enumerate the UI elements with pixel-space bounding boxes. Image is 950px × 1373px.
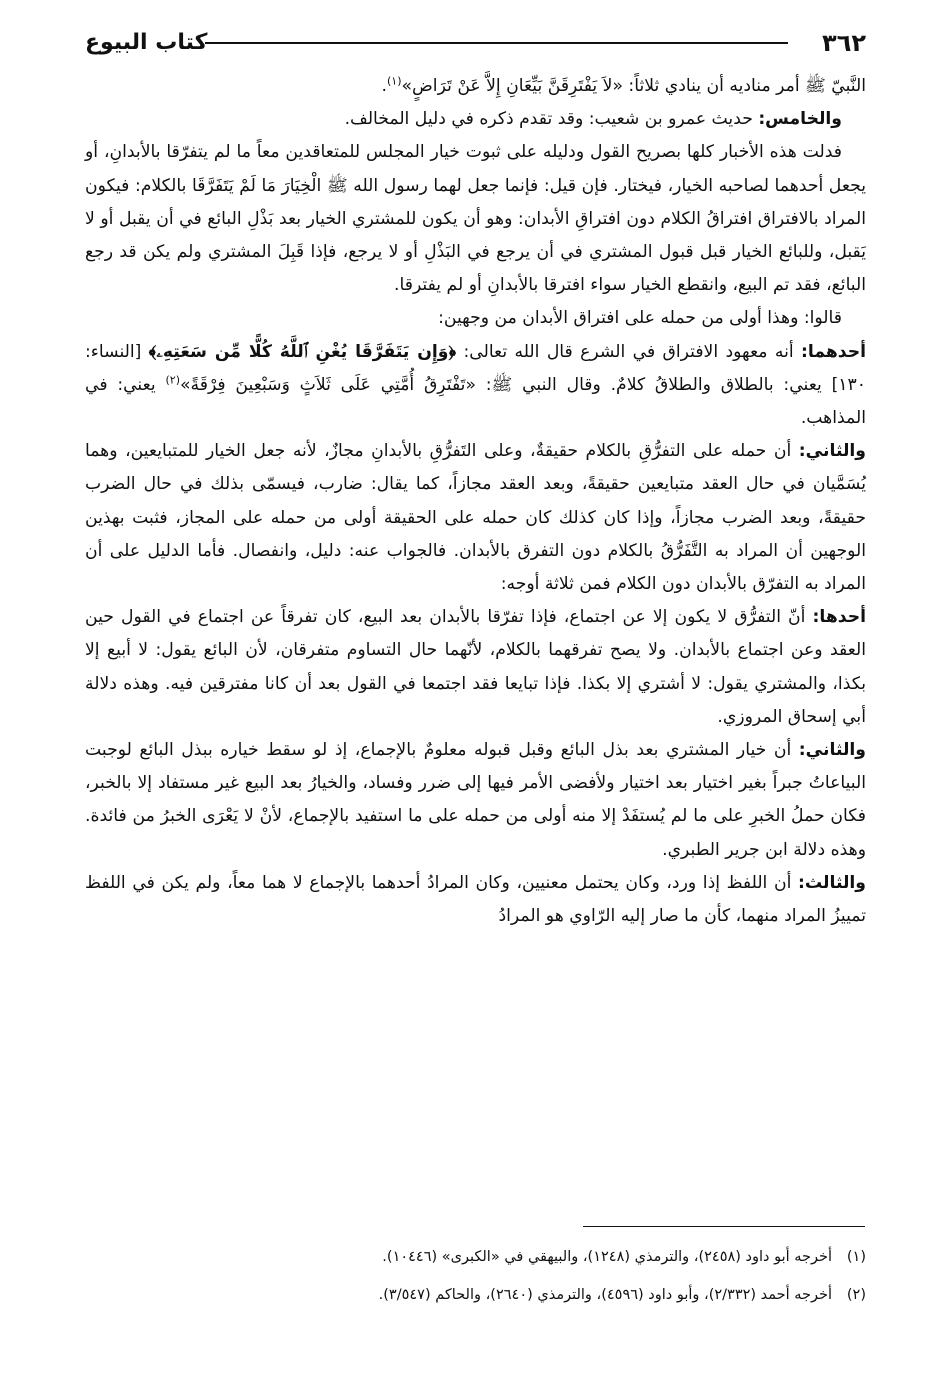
running-title: كتاب البيوع <box>85 30 208 55</box>
paragraph-text: أن خيار المشتري بعد بذل البائع وقبل قبوله معلومٌ بالإجماع، إذ لو سقط خياره ببذل البائع لوجبت البياعاتُ جبراً بغير اختيار بعد اختيار ولأفضى الأمر فيها إلى ضرر وفساد، والخيارُ بعد البيع غير مستفاد إلا بالخبر، فكان حملُ الخبرِ على ما لم يُستفَدْ إلا منه أولى من حمله على ما استفيد بالإجماع، لأنْ لا يَعْرَى الخبرُ من فائدة. وهذه دلالة ابن جرير الطبري. <box>85 740 866 860</box>
paragraph-text: حديث عمرو بن شعيب: وقد تقدم ذكره في دليل المخالف. <box>344 109 759 130</box>
paragraph-text: أن حمله على التفرُّقِ بالكلام حقيقةٌ، وعلى التَفرُّقِ بالأبدانِ مجازٌ، لأنه جعل الخيار للمتبايعين، وهما يُسَمَّيان في حال العقد متبايعين حقيقةً، وبعد العقد مجازاً، كما يقال: ضارب، فيسمّى بذلك في حال الضرب حقيقةً، وبعد الضرب مجازاً، وإذا كان كذلك كان حمله على الحقيقة أولى من حمله على المجاز، فثبت بهذين الوجهين أن المراد به التَّفَرُّقُ بالكلام دون التفرق بالأبدان. فالجواب عنه: دليل، وانفصال. فأما الدليل على أن المراد به التفرّق بالأبدان دون الكلام فمن ثلاثة أوجه: <box>85 441 866 595</box>
paragraph-lead: والثالث: <box>797 872 866 893</box>
paragraph-fifth <box>85 103 866 136</box>
footnote-text: أخرجه أحمد (٢/٣٣٢)، وأبو داود (٤٥٩٦)، والترمذي (٢٦٤٠)، والحاكم (٣/٥٤٧). <box>378 1287 832 1303</box>
footnote-separator <box>583 1226 865 1227</box>
paragraph-conclusion <box>85 136 866 302</box>
paragraph-third-aspect <box>85 867 866 933</box>
footnote-ref-1[interactable]: (١) <box>387 74 402 88</box>
paragraph-text-end: . <box>381 76 387 96</box>
paragraph-lead: والثاني: <box>798 441 866 462</box>
paragraph-first-reason <box>85 336 866 436</box>
footnote-text: أخرجه أبو داود (٢٤٥٨)، والترمذي (١٢٤٨)، والبيهقي في «الكبرى» (١٠٤٤٦). <box>382 1249 832 1265</box>
header-rule <box>205 42 788 44</box>
paragraph-second-aspect <box>85 734 866 867</box>
paragraph-qalu <box>85 302 866 335</box>
paragraph-text-end: يعني: في المذاهب. <box>85 374 866 429</box>
paragraph-text: فدلت هذه الأخبار كلها بصريح القول ودليله على ثبوت خيار المجلس للمتعاقدين معاً ما لم يتفرّقا بالأبدانِ، أو يجعل أحدهما لصاحبه الخيار، فيختار. فإن قيل: فإنما جعل لهما رسول الله ﷺ الْخِيَارَ مَا لَمْ يَتَفَرَّقَا بالكلام: فيكون المراد بالافتراق افتراقُ الكلام دون افتراقِ الأبدان: وهو أن يكون للمشتري الخيار بعد بَذْلِ البائع في أن يقبل أو لا يَقبل، وللبائع الخيار قبل قبول المشتري في أن يرجع في البَذْلِ أو لا يرجع، فإذا قَبِلَ المشتري ولم يكن قد رجع البائع، فقد تم البيع، وانقطع الخيار سواء افترقا بالأبدانِ أو لم يفترقا. <box>85 142 866 296</box>
paragraph-text-cont: [النساء: ١٣٠] يعني: بالطلاق والطلاقُ كلامٌ. وقال النبي ﷺ: «تَفْتَرِقُ أُمَّتِي عَلَى ثَلاَثٍ وَسَبْعِينَ فِرْقَةً» <box>85 341 866 395</box>
page-number: ٣٦٢ <box>822 29 866 57</box>
footnote-ref-2[interactable]: (٢) <box>165 373 180 387</box>
footnotes <box>85 1242 866 1318</box>
footnote-number: (٢) <box>846 1287 866 1303</box>
paragraph-text: أنّ التفرُّق لا يكون إلا عن اجتماع، فإذا تفرّقا بالأبدان بعد البيع، كان تفرقاً عن اجتماع في القول حين العقد وعن اجتماع بالأبدان. ولا يصح تفرقهما بالكلام، لأنّهما حال التساوم متفرقان، لأن البائع يقول: لا أبيع إلا بكذا، والمشتري يقول: لا أشتري إلا بكذا. فإذا تبايعا فقد اجتمعا في القول بعد أن كانا مفترقين فيه. وهذه دلالة أبي إسحاق المروزي. <box>85 607 866 727</box>
paragraph-text: أن اللفظ إذا ورد، وكان يحتمل معنيين، وكان المرادُ أحدهما بالإجماع لا هما معاً، ولم يكن في اللفظ تمييزُ المراد منهما، كأن ما صار إليه الرّاوي هو المرادُ <box>85 872 866 927</box>
paragraph-continuation <box>85 70 866 103</box>
paragraph-lead: أحدهما: <box>801 341 866 362</box>
page-header <box>85 28 866 68</box>
paragraph-first-aspect <box>85 601 866 734</box>
quran-verse: ﴿وَإِن يَتَفَرَّقَا يُغْنِ ٱللَّهُ كُلًّا مِّن سَعَتِهِۦ﴾ <box>148 341 457 362</box>
paragraph-text: قالوا: وهذا أولى من حمله على افتراق الأبدان من وجهين: <box>438 308 842 329</box>
footnote-number: (١) <box>846 1249 866 1265</box>
paragraph-text: أنه معهود الافتراق في الشرع قال الله تعالى: <box>456 341 802 362</box>
footnote-1 <box>85 1242 866 1272</box>
paragraph-lead: والثاني: <box>798 740 866 761</box>
paragraph-second-reason <box>85 435 866 601</box>
paragraph-lead: أحدها: <box>812 607 866 628</box>
paragraph-lead: والخامس: <box>758 109 842 130</box>
body-text <box>85 70 866 933</box>
paragraph-text: النَّبيّ ﷺ أمر مناديه أن ينادي ثلاثاً: «لاَ يَفْتَرِقَنَّ بَيِّعَانِ إِلاَّ عَنْ تَرَاضٍ» <box>401 76 866 96</box>
footnote-2 <box>85 1280 866 1310</box>
